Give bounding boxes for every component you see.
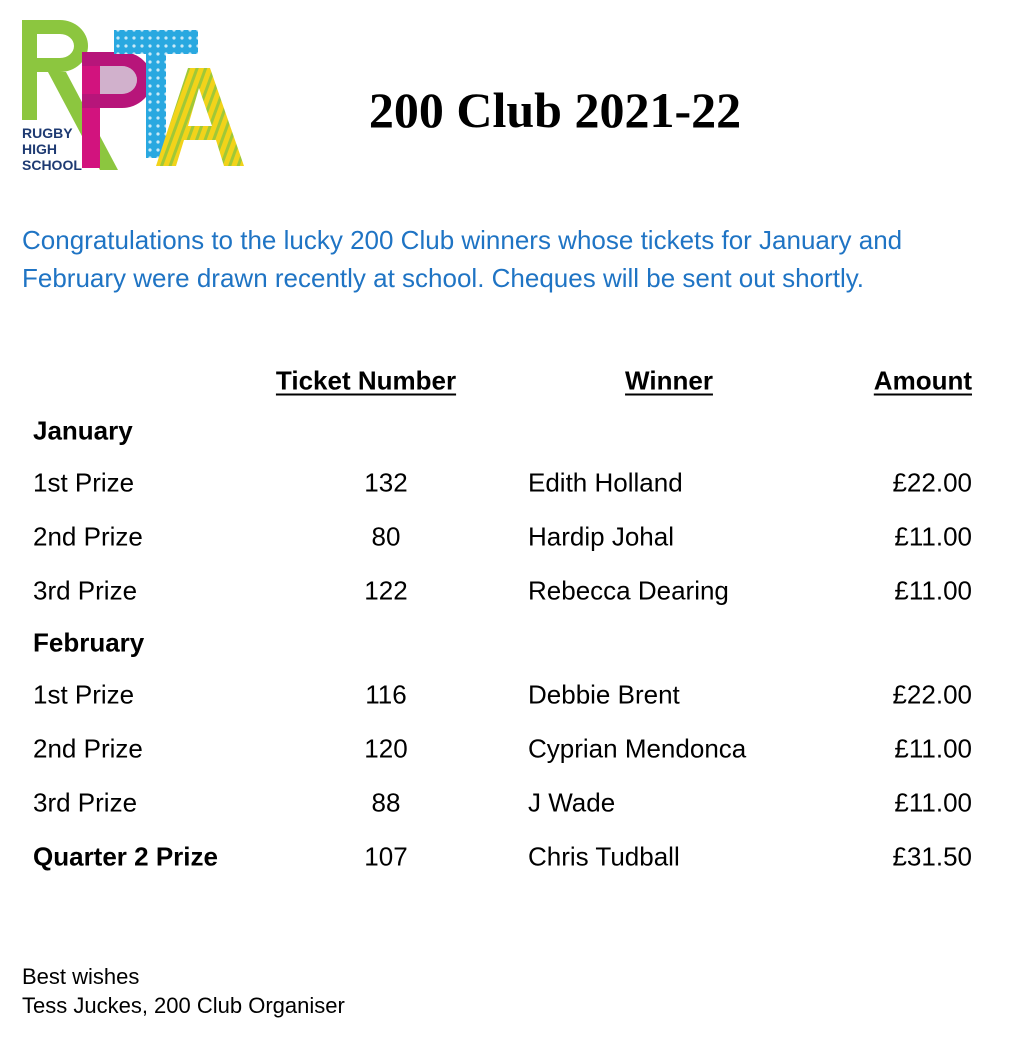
amount-cell: £11.00 <box>894 521 972 552</box>
prize-cell: Quarter 2 Prize <box>33 841 218 872</box>
month-heading-february <box>0 618 1024 668</box>
winner-cell: Rebecca Dearing <box>528 575 729 606</box>
prize-cell: 3rd Prize <box>33 575 138 606</box>
amount-cell: £11.00 <box>894 733 972 764</box>
table-row <box>0 668 1024 722</box>
month-heading-january <box>0 406 1024 456</box>
amount-cell: £22.00 <box>892 679 972 710</box>
svg-text:HIGH: HIGH <box>22 141 57 157</box>
logo-letter-p <box>82 52 152 168</box>
ticket-cell: 80 <box>371 521 401 552</box>
logo-letter-a <box>156 68 244 166</box>
signoff <box>22 962 345 1020</box>
signoff-greeting: Best wishes <box>22 964 140 989</box>
winner-cell: Debbie Brent <box>528 679 680 710</box>
intro-paragraph: Congratulations to the lucky 200 Club winners whose tickets for January and February were drawn recently at school. Cheques will be sent out shortly. <box>22 225 903 293</box>
ticket-cell: 116 <box>365 679 407 710</box>
month-label: January <box>33 415 133 446</box>
winner-cell: Edith Holland <box>528 467 683 498</box>
winner-cell: Hardip Johal <box>528 521 674 552</box>
ticket-cell: 122 <box>364 575 408 606</box>
quarter-prize-row <box>0 830 1024 884</box>
winner-cell: J Wade <box>528 787 616 818</box>
amount-cell: £22.00 <box>892 467 972 498</box>
prize-cell: 2nd Prize <box>33 521 143 552</box>
month-label: February <box>33 627 145 658</box>
prize-cell: 1st Prize <box>33 679 135 710</box>
amount-cell: £11.00 <box>894 575 972 606</box>
prize-cell: 3rd Prize <box>33 787 138 818</box>
amount-header: Amount <box>873 365 972 396</box>
winner-cell: Chris Tudball <box>528 841 680 872</box>
logo-school-name <box>22 125 82 173</box>
ticket-number-header: Ticket Number <box>275 365 457 396</box>
table-row <box>0 510 1024 564</box>
table-row <box>0 722 1024 776</box>
ticket-cell: 132 <box>364 467 408 498</box>
prize-cell: 1st Prize <box>33 467 135 498</box>
svg-text:SCHOOL: SCHOOL <box>22 157 82 173</box>
winner-cell: Cyprian Mendonca <box>528 733 747 764</box>
svg-text:RUGBY: RUGBY <box>22 125 73 141</box>
winner-header: Winner <box>625 365 713 396</box>
ticket-cell: 88 <box>371 787 401 818</box>
ticket-cell: 120 <box>364 733 408 764</box>
page-title: 200 Club 2021-22 <box>368 82 742 138</box>
prize-cell: 2nd Prize <box>33 733 143 764</box>
results-table <box>0 356 1024 884</box>
table-row <box>0 564 1024 618</box>
amount-cell: £11.00 <box>894 787 972 818</box>
table-row <box>0 456 1024 510</box>
rpta-logo <box>18 18 248 178</box>
table-row <box>0 776 1024 830</box>
table-header-row <box>0 356 1024 406</box>
ticket-cell: 107 <box>364 841 408 872</box>
signoff-signature: Tess Juckes, 200 Club Organiser <box>22 993 345 1018</box>
amount-cell: £31.50 <box>892 841 972 872</box>
